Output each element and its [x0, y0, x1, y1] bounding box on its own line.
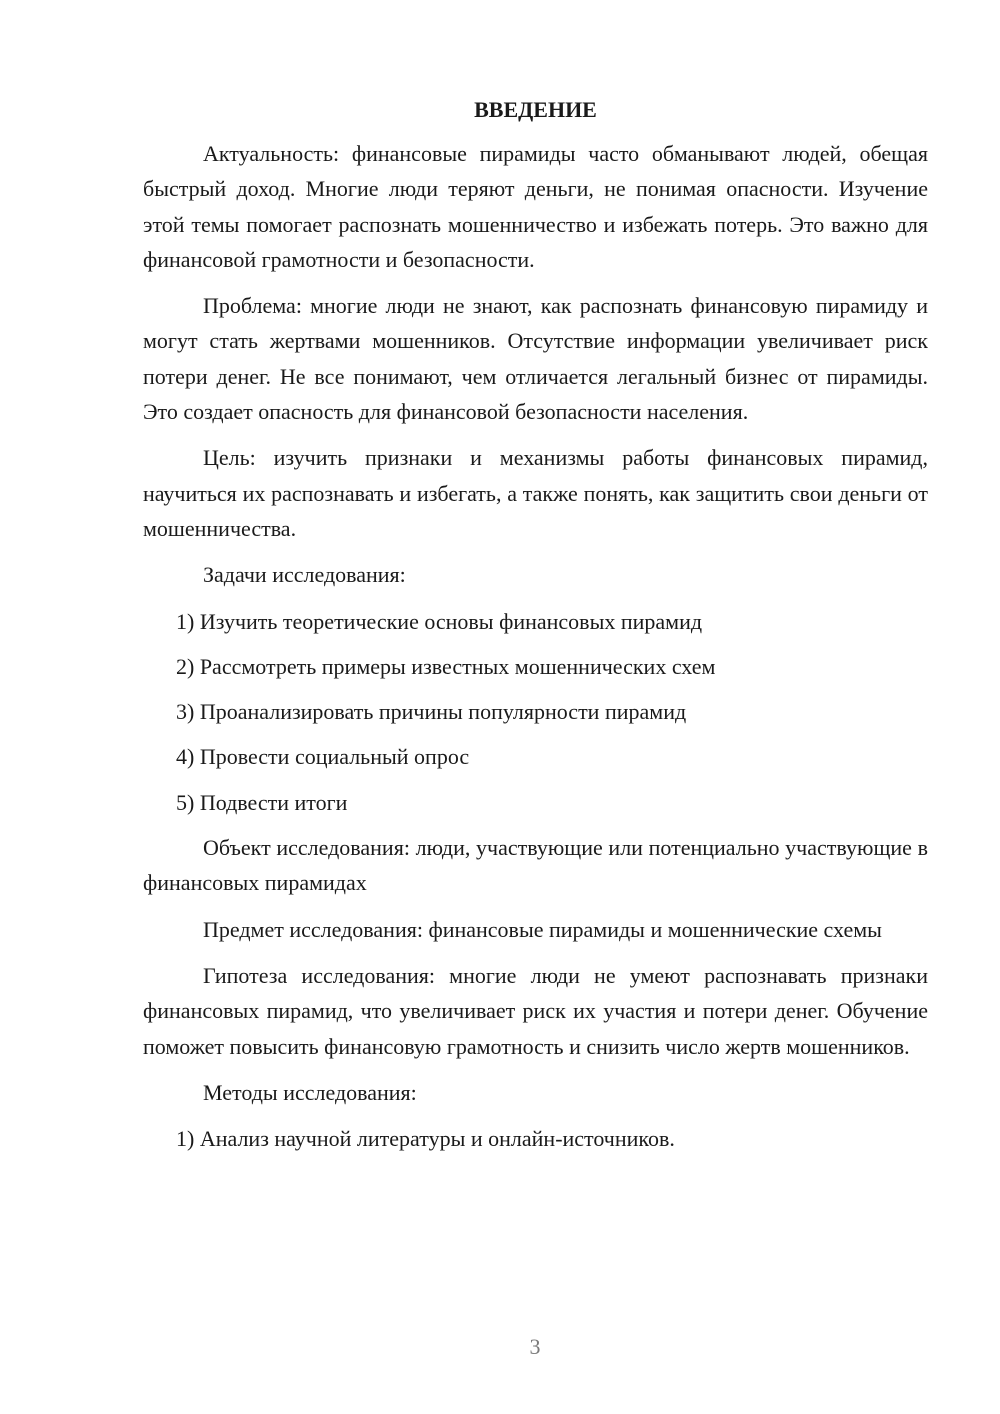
subject-paragraph: Предмет исследования: финансовые пирамиды и мошеннические схемы: [203, 916, 882, 942]
tasks-list: [143, 604, 928, 820]
methods-list: [143, 1121, 928, 1156]
task-item: 4) Провести социальный опрос: [176, 744, 470, 770]
page-number: 3: [529, 1334, 541, 1359]
problem-paragraph: Проблема: многие люди не знают, как распознать финансовую пирамиду и могут стать жертвами мошенников. Отсутствие информации увеличивает риск потери денег. Не все понимают, чем отличается легальный бизнес от пирамиды. Это создает опасность для финансовой безопасности населения.: [143, 293, 928, 425]
document-page: [143, 92, 928, 1166]
method-item: 1) Анализ научной литературы и онлайн-источников.: [176, 1126, 675, 1152]
object-paragraph: Объект исследования: люди, участвующие или потенциально участвующие в финансовых пирамидах: [143, 835, 928, 896]
task-item: 1) Изучить теоретические основы финансовых пирамид: [176, 608, 703, 634]
hypothesis-paragraph: Гипотеза исследования: многие люди не умеют распознавать признаки финансовых пирамид, что увеличивает риск их участия и потери денег. Обучение поможет повысить финансовую грамотность и снизить число жертв мошенников.: [143, 962, 928, 1059]
section-title: ВВЕДЕНИЕ: [474, 97, 597, 122]
task-item: 5) Подвести итоги: [176, 789, 348, 815]
task-item: 3) Проанализировать причины популярности пирамид: [176, 699, 687, 725]
task-item: 2) Рассмотреть примеры известных мошеннических схем: [176, 653, 716, 679]
methods-heading: Методы исследования:: [203, 1079, 417, 1105]
goal-paragraph: Цель: изучить признаки и механизмы работы финансовых пирамид, научиться их распознавать и избегать, а также понять, как защитить свои деньги от мошенничества.: [143, 445, 928, 541]
relevance-paragraph: Актуальность: финансовые пирамиды часто обманывают людей, обещая быстрый доход. Многие люди теряют деньги, не понимая опасности. Изучение этой темы помогает распознать мошенничество и избежать потерь. Это важно для финансовой грамотности и безопасности.: [143, 141, 928, 272]
tasks-heading: Задачи исследования:: [203, 562, 406, 588]
